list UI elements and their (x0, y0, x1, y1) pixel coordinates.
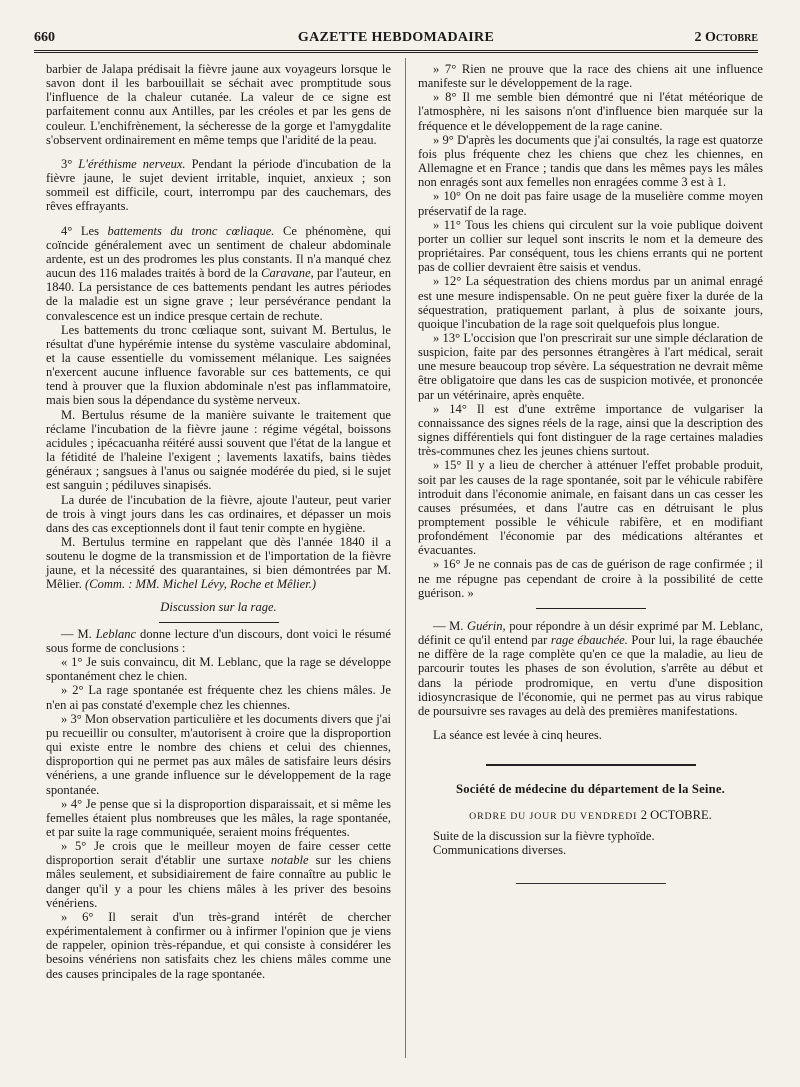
agenda-date: 2 OCTOBRE. (640, 808, 712, 823)
item-number: 4° (61, 223, 73, 238)
speaker-name: Leblanc (95, 626, 137, 641)
section-divider (536, 608, 646, 609)
page-number: 660 (34, 30, 55, 45)
paragraph-jalapa: barbier de Jalapa prédisait la fièvre jaune aux voyageurs lorsque le savon dont il les barbouillait se séchait avec promptitude sous l'influence de la chaleur cutanée. La valeur de ce signe est parfaitement connu aux Antilles, par les créoles et par les gens de couleur. L'enchifrènement, la sécheresse de la gorge et l'amygdalite s'observent ordinairement en même temps que l'aridité de la peau. (46, 62, 391, 147)
paragraph-leblanc (46, 627, 391, 655)
paragraph-guerin (418, 619, 763, 718)
paragraph-battements (46, 224, 391, 323)
conclusion-12: » 12° La séquestration des chiens mordus par un animal enragé est une mesure indispensable. On ne peut guère fixer la durée de la séquestration, pratiquement parlant, à plus de soixante jours, quoique l'incubation de la rage soit quelquefois plus longue. (418, 274, 763, 331)
conclusion-10: » 10° On ne doit pas faire usage de la muselière comme moyen préservatif de la rage. (418, 189, 763, 218)
page-header (34, 30, 758, 50)
term-rage-ebauchee: rage ébauchée. (550, 633, 628, 648)
end-rule (516, 883, 666, 884)
paragraph-text: par l'auteur, en 1840. La persistance de ces battements pendant les autres périodes de la maladie est un signe grave ; leur persévérance pendant la convalescence est un indice presque certain de rechute. (46, 266, 391, 323)
conclusion-1: « 1° Je suis convaincu, dit M. Leblanc, que la rage se développe spontanément chez le chien. (46, 655, 391, 684)
paragraph-text: Ce phénomène, qui coïncide généralement avec un sentiment de chaleur abdominale ardente, est un des prodromes les plus constants. Il n'a manqué chez aucun des 116 malades traités à bord de la (46, 223, 391, 281)
speaker-name: Guérin, (467, 618, 506, 633)
conclusion-14: » 14° Il est d'une extrême importance de vulgariser la connaissance des signes réels de la rage, ainsi que la description des signes différentiels qui font distinguer de la rage certaines maladies très-communes chez les jeunes chiens surtout. (418, 401, 763, 459)
agenda-item-1: Suite de la discussion sur la fièvre typhoïde. (433, 828, 655, 843)
paragraph-erethisme (46, 157, 391, 214)
header-double-rule (34, 50, 758, 53)
paragraph-text: M. Bertulus termine en rappelant que dès l'année 1840 il a soutenu le dogme de la transmission et de l'importation de la fièvre jaune, et la nécessité des quarantaines, si bien démontrées par M. Mêlier. (46, 535, 391, 592)
section-rule (486, 764, 696, 766)
paragraph-text: donne lecture d'un discours, dont voici le résumé sous forme de conclusions : (46, 626, 391, 655)
paragraph-text: » 5° Je crois que le meilleur moyen de faire cesser cette disproportion serait d'établir une surtaxe (46, 839, 391, 868)
conclusion-13: » 13° L'occision que l'on prescrirait sur une simple déclaration de suspicion, faite par des personnes étrangères à l'art médical, serait une mesure beaucoup trop sévère. La séquestration ne devrait même être obligatoire que dans les cas de suspicion motivée, et prononcée par un vétérinaire, après enquête. (418, 330, 763, 402)
section-title: Discussion sur la rage. (160, 599, 277, 614)
term-battements: battements du tronc cœliaque. (107, 223, 275, 238)
paragraph-text: Pendant la période d'incubation de la fièvre jaune, le sujet devient irritable, inquiet, anxieux ; son sommeil est difficile, court, interrompu par des cauchemars, des rêves effrayants. (46, 156, 392, 214)
agenda-item-2: Communications diverses. (433, 842, 567, 857)
conclusion-6: » 6° Il serait d'un très-grand intérêt de chercher expérimentalement à confirmer ou à infirmer l'opinion que je viens de rappeler, opinion très-répandue, et qui consiste à considérer les besoins vénériens non satisfaits chez les chiens mâles comme une des causes principales de la rage spontanée. (46, 909, 391, 981)
conclusion-8: » 8° Il me semble bien démontré que ni l'état météorique de l'atmosphère, ni les saisons n'ont d'influence bien marquée sur la fréquence et le développement de la rage canine. (418, 90, 763, 133)
conclusion-15: » 15° Il y a lieu de chercher à atténuer l'effet probable produit, soit par les causes de la rage spontanée, soit par le véhicule rabifère introduit dans l'économie animale, en faisant dans un cas cesser les causes présumées, et dans l'autre cas en détruisant le plus promptement possible le véhicule rabifère, et en modifiant profondément l'économie par des médications altérantes et évacuantes. (418, 458, 763, 558)
agenda-label: ORDRE DU JOUR DU VENDREDI (469, 811, 638, 823)
paragraph-text: Pour lui, la rage ébauchée ne diffère de la rage complète qu'en ce que la maladie, au lieu de parcourir toutes les phases de son évolution, s'arrête au début et dans la période prodromique, en vertu d'une disposition idiosyncrasique de l'économie, qui ne permet pas au virus rabique de poursuivre ses ravages au delà des premières manifestations. (418, 633, 763, 718)
paragraph-text: Les (72, 223, 108, 238)
ship-name: Caravane, (261, 266, 314, 281)
seance-closing: La séance est levée à cinq heures. (433, 728, 602, 743)
item-number: 3° (61, 156, 73, 171)
paragraph-treatment: M. Bertulus résume de la manière suivante le traitement que réclame l'incubation de la fièvre jaune : régime végétal, boissons acidules ; ipécacuanha réitéré aussi souvent que l'état de la langue et la fétidité de l'haleine l'exigent ; lavements laxatifs, bains tièdes généraux ; sangsues à l'anus ou saignée modérée du pied, si le sujet est sanguin ; pédiluves sinapisés. (46, 407, 391, 493)
dash: — M. (433, 618, 468, 633)
conclusion-2: » 2° La rage spontanée est fréquente chez les chiens mâles. Je n'en ai pas constaté d'exemple chez les chiennes. (46, 683, 391, 712)
conclusion-16: » 16° Je ne connais pas de cas de guérison de rage confirmée ; il ne me répugne pas cependant de croire à la possibilité de cette guérison. » (418, 557, 763, 600)
conclusion-5 (46, 839, 391, 910)
paragraph-bertulus-theory: Les battements du tronc cœliaque sont, suivant M. Bertulus, le résultat d'une hypérémie intense du système vasculaire abdominal, et la cause essentielle du vomissement mélanique. Les saignées n'exercent aucune influence favorable sur ces battements, ce qui tend à prouver que la fluxion abdominale n'est pas inflammatoire, mais bien sous la dépendance du système nerveux. (46, 322, 391, 408)
gazette-title: GAZETTE HEBDOMADAIRE (297, 30, 495, 45)
conclusion-11: » 11° Tous les chiens qui circulent sur la voie publique doivent porter un collier sur lequel sont inscrits le nom et la demeure des propriétaires. Par conséquent, tous les chiens errants qui ne portent pas de collier devraient être saisis et vendus. (418, 217, 763, 275)
agenda-heading (418, 808, 763, 824)
column-divider (405, 58, 406, 1058)
paragraph-conclusion (46, 535, 391, 592)
paragraph-text: pour répondre à un désir exprimé par M. Leblanc, définit ce qu'il entend par (418, 618, 763, 648)
societe-heading: Société de médecine du département de la Seine. (456, 782, 725, 797)
commission-note: (Comm. : MM. Michel Lévy, Roche et Mêlier.) (85, 577, 317, 592)
left-column (46, 62, 391, 981)
right-column (418, 62, 763, 884)
section-divider (159, 622, 279, 623)
conclusion-9: » 9° D'après les documents que j'ai consultés, la rage est quatorze fois plus fréquente chez les chiens que chez les chiennes, en Allemagne et en France ; tandis que dans les mêmes pays les mâles non enragés sont aux femelles non enragées comme 3 est à 1. (418, 132, 763, 190)
dash: — M. (61, 626, 96, 641)
paragraph-text: sur les chiens mâles seulement, et subsidiairement de faire connaître au public le danger qu'il y a pour les chiens mâles à les priver des besoins vénériens. (46, 853, 391, 910)
conclusion-4: » 4° Je pense que si la disproportion disparaissait, et si même les femelles étaient plus nombreuses que les mâles, la rage spontanée, et par suite la rage communiquée, seraient moins fréquentes. (46, 796, 391, 839)
conclusion-3: » 3° Mon observation particulière et les documents divers que j'ai pu recueillir ou consulter, m'autorisent à croire que la disproportion qui existe entre le nombre des chiens et celui des chiennes, disproportion qui ne permet pas aux mâles de satisfaire leurs désirs vénériens, a une grande influence sur le développement de la rage spontanée. (46, 711, 391, 797)
term-erethisme: L'éréthisme nerveux. (78, 156, 186, 171)
emphasis-notable: notable (270, 853, 309, 868)
issue-date: 2 Octobre (694, 30, 758, 45)
paragraph-incubation: La durée de l'incubation de la fièvre, ajoute l'auteur, peut varier de trois à vingt jours dans les cas ordinaires, et dépasser un mois dans des cas exceptionnels dont il faut tenir compte en hygiène. (46, 492, 391, 535)
conclusion-7: » 7° Rien ne prouve que la race des chiens ait une influence manifeste sur le développement de la rage. (418, 62, 763, 91)
